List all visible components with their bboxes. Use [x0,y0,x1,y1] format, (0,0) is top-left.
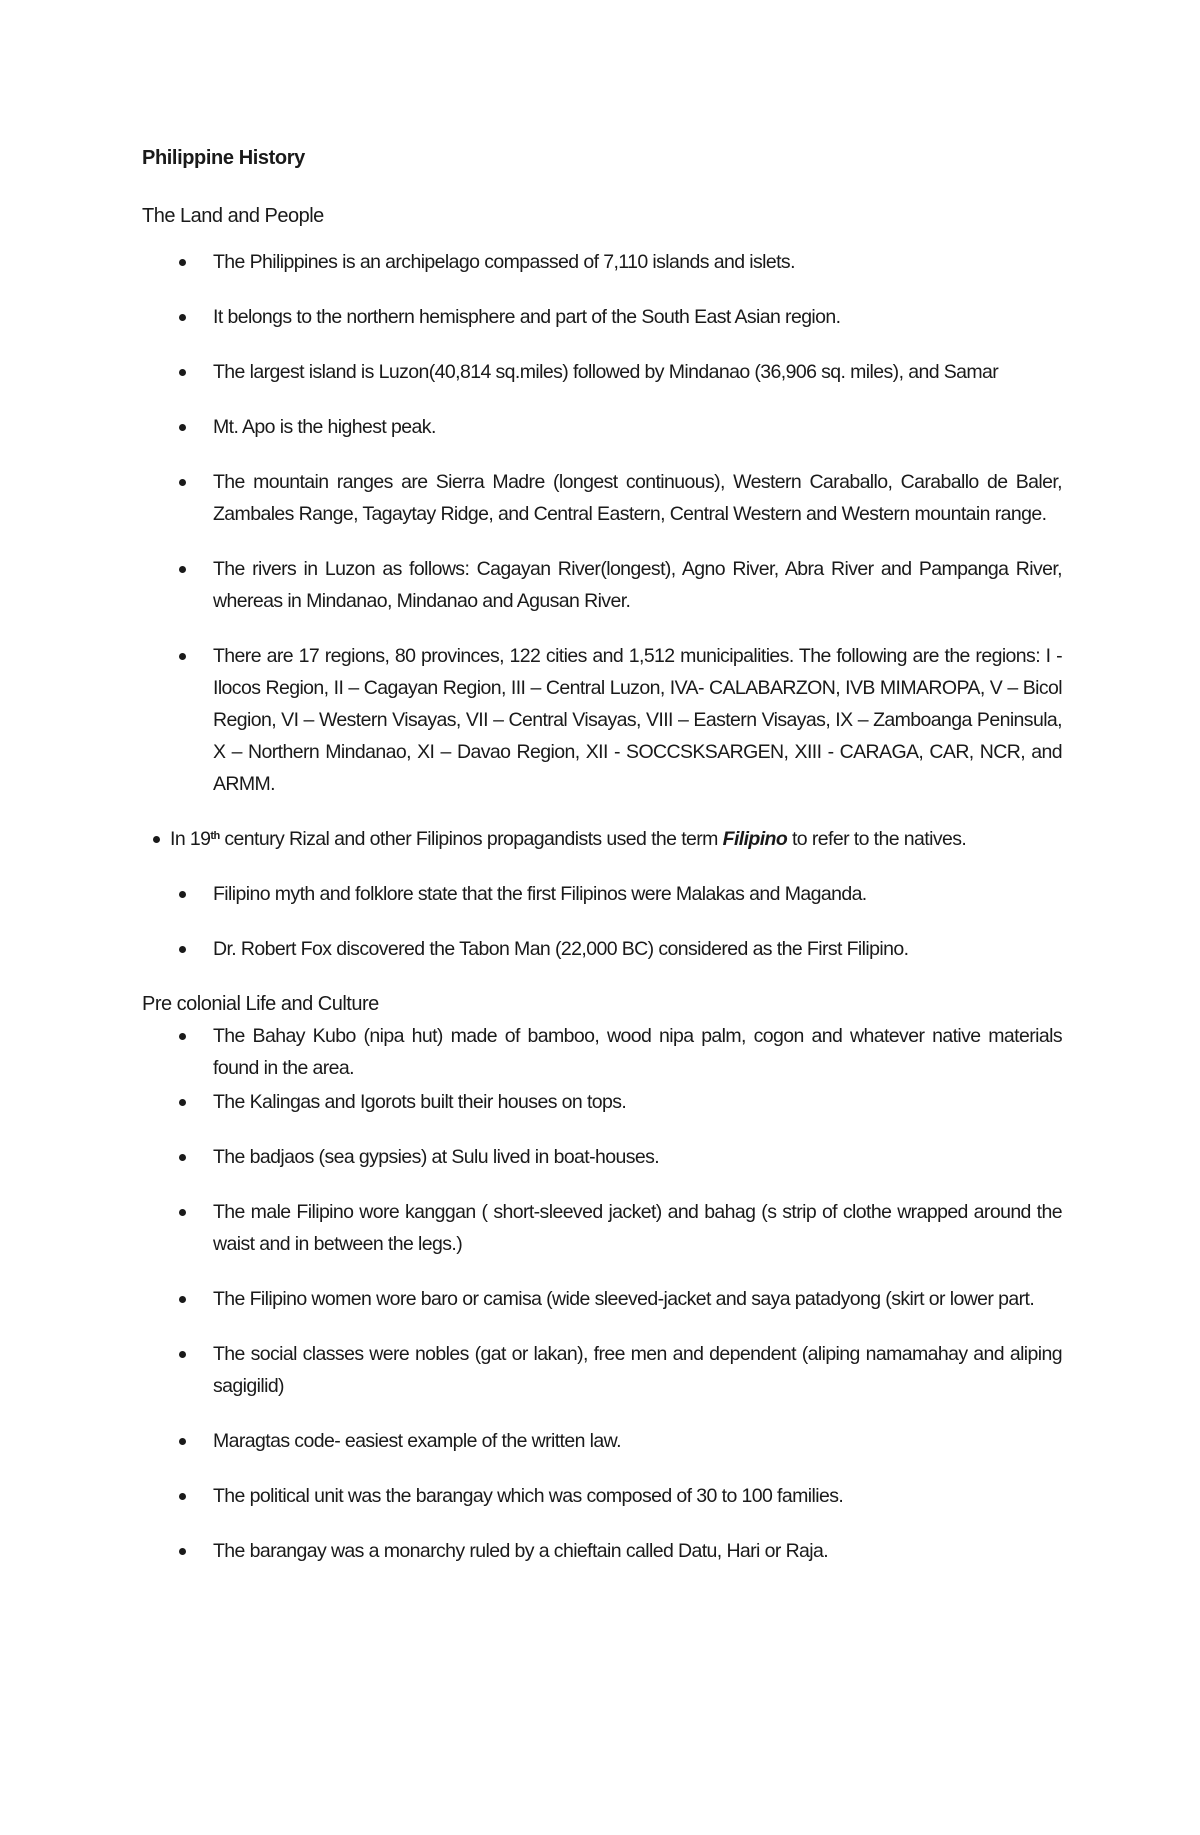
list-item: The mountain ranges are Sierra Madre (longest continuous), Western Caraballo, Caraballo de Baler, Zambales Range, Tagaytay Ridge, and Central Eastern, Central Western and Western mountain range. [142,466,1062,530]
list-item: It belongs to the northern hemisphere and part of the South East Asian region. [142,301,1062,333]
list-item: The political unit was the barangay which was composed of 30 to 100 families. [142,1480,1062,1512]
list-item: The Filipino women wore baro or camisa (wide sleeved-jacket and saya patadyong (skirt or lower part. [142,1283,1062,1315]
list-item: Maragtas code- easiest example of the written law. [142,1425,1062,1457]
rizal-text-before: In 19 [170,828,211,850]
document-title: Philippine History [142,147,305,169]
bullet-list-precolonial [142,1020,1062,1567]
rizal-emphasis-term: Filipino [722,828,788,850]
list-item: The barangay was a monarchy ruled by a chieftain called Datu, Hari or Raja. [142,1535,1062,1567]
list-item: There are 17 regions, 80 provinces, 122 cities and 1,512 municipalities. The following are the regions: I - Ilocos Region, II – Cagayan Region, III – Central Luzon, IVA- CALABARZON, IVB MIMAROPA, V – Bicol Region, VI – Western Visayas, VII – Central Visayas, VIII – Eastern Visayas, IX – Zamboanga Peninsula, X – Northern Mindanao, XI – Davao Region, XII - SOCCSKSARGEN, XIII - CARAGA, CAR, NCR, and ARMM. [142,640,1062,800]
list-item: The Bahay Kubo (nipa hut) made of bamboo, wood nipa palm, cogon and whatever native materials found in the area. [142,1020,1062,1084]
bullet-list-land-and-people [142,246,1062,965]
list-item: The badjaos (sea gypsies) at Sulu lived in boat-houses. [142,1141,1062,1173]
list-item: The largest island is Luzon(40,814 sq.miles) followed by Mindanao (36,906 sq. miles), and Samar [142,356,1062,388]
list-item: The male Filipino wore kanggan ( short-sleeved jacket) and bahag (s strip of clothe wrapped around the waist and in between the legs.) [142,1196,1062,1260]
list-item: The social classes were nobles (gat or lakan), free men and dependent (aliping namamahay and aliping sagigilid) [142,1338,1062,1402]
list-item-rizal [142,823,1062,855]
list-item: The Kalingas and Igorots built their houses on tops. [142,1086,1062,1118]
list-item: The Philippines is an archipelago compassed of 7,110 islands and islets. [142,246,1062,278]
section-heading-precolonial: Pre colonial Life and Culture [142,993,379,1015]
section-heading-land-and-people: The Land and People [142,205,324,227]
list-item: The rivers in Luzon as follows: Cagayan River(longest), Agno River, Abra River and Pampanga River, whereas in Mindanao, Mindanao and Agusan River. [142,553,1062,617]
list-item: Mt. Apo is the highest peak. [142,411,1062,443]
document-body [142,142,1062,1590]
rizal-superscript: th [210,830,220,842]
list-item: Filipino myth and folklore state that the first Filipinos were Malakas and Maganda. [142,878,1062,910]
rizal-text-after: to refer to the natives. [787,828,967,850]
rizal-text-middle: century Rizal and other Filipinos propagandists used the term [219,828,723,850]
list-item: Dr. Robert Fox discovered the Tabon Man (22,000 BC) considered as the First Filipino. [142,933,1062,965]
